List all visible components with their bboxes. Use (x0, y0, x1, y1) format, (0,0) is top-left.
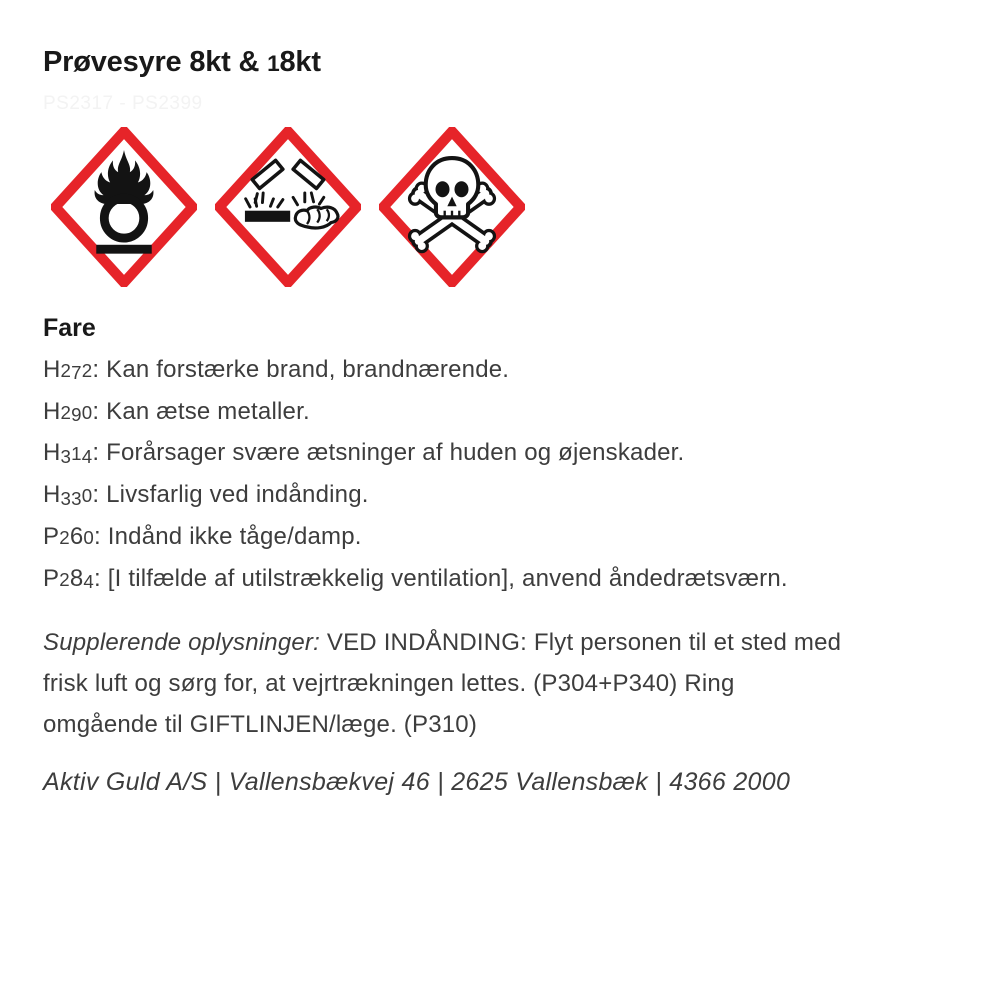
statement-text: Indånd ikke tåge/damp. (100, 522, 362, 550)
statement-code: H272: (43, 356, 100, 384)
statement-text: Livsfarlig ved indånding. (99, 481, 369, 509)
ghs-pictogram-row (51, 127, 525, 287)
statement-text: Kan forstærke brand, brandnærende. (99, 356, 510, 383)
statement-text: Forårsager svære ætsninger af huden og øjenskader. (99, 439, 685, 467)
base-bar-glyph (96, 245, 151, 254)
supplementary-line: VED INDÅNDING: Flyt personen til et sted med (326, 629, 842, 656)
product-title: Prøvesyre 8kt & 18kt (43, 46, 321, 78)
statement-line (43, 559, 788, 601)
corrosive-icon (215, 127, 361, 287)
ghs-pictogram-oxidizer (51, 127, 197, 287)
hazard-statements (43, 350, 788, 600)
statement-text: [I tilfælde af utilstrækkelig ventilation], anvend åndedrætsværn. (100, 564, 788, 592)
skull-crossbones-icon (379, 127, 525, 287)
supplementary-line: frisk luft og sørg for, at vejrtrækningen lettes. (P304+P340) Ring (43, 670, 735, 697)
statement-text: Kan ætse metaller. (99, 397, 310, 425)
supplementary-label: Supplerende oplysninger: (43, 629, 320, 656)
statement-code: P284: (43, 564, 101, 592)
supplementary-line: omgående til GIFTLINJEN/læge. (P310) (43, 711, 478, 738)
red-diamond-border (219, 131, 356, 282)
surface-bar-glyph (245, 211, 290, 222)
statement-code: H314: (43, 439, 100, 467)
statement-line (43, 392, 788, 434)
statement-line (43, 517, 788, 559)
supplementary-paragraph (43, 622, 983, 745)
statement-code: H330: (43, 481, 100, 509)
ghs-pictogram-corrosive (215, 127, 361, 287)
statement-line (43, 475, 788, 517)
oxidizer-flame-over-circle-icon (51, 127, 197, 287)
signal-word: Fare (43, 314, 96, 342)
statement-code: H290: (43, 397, 100, 426)
statement-code: P260: (43, 522, 101, 550)
statement-line (43, 433, 788, 475)
statement-line (43, 350, 788, 392)
company-footer: Aktiv Guld A/S | Vallensbækvej 46 | 2625 Vallensbæk | 4366 2000 (43, 768, 791, 796)
product-code: PS2317 - PS2399 (43, 93, 203, 114)
ghs-pictogram-toxic (379, 127, 525, 287)
